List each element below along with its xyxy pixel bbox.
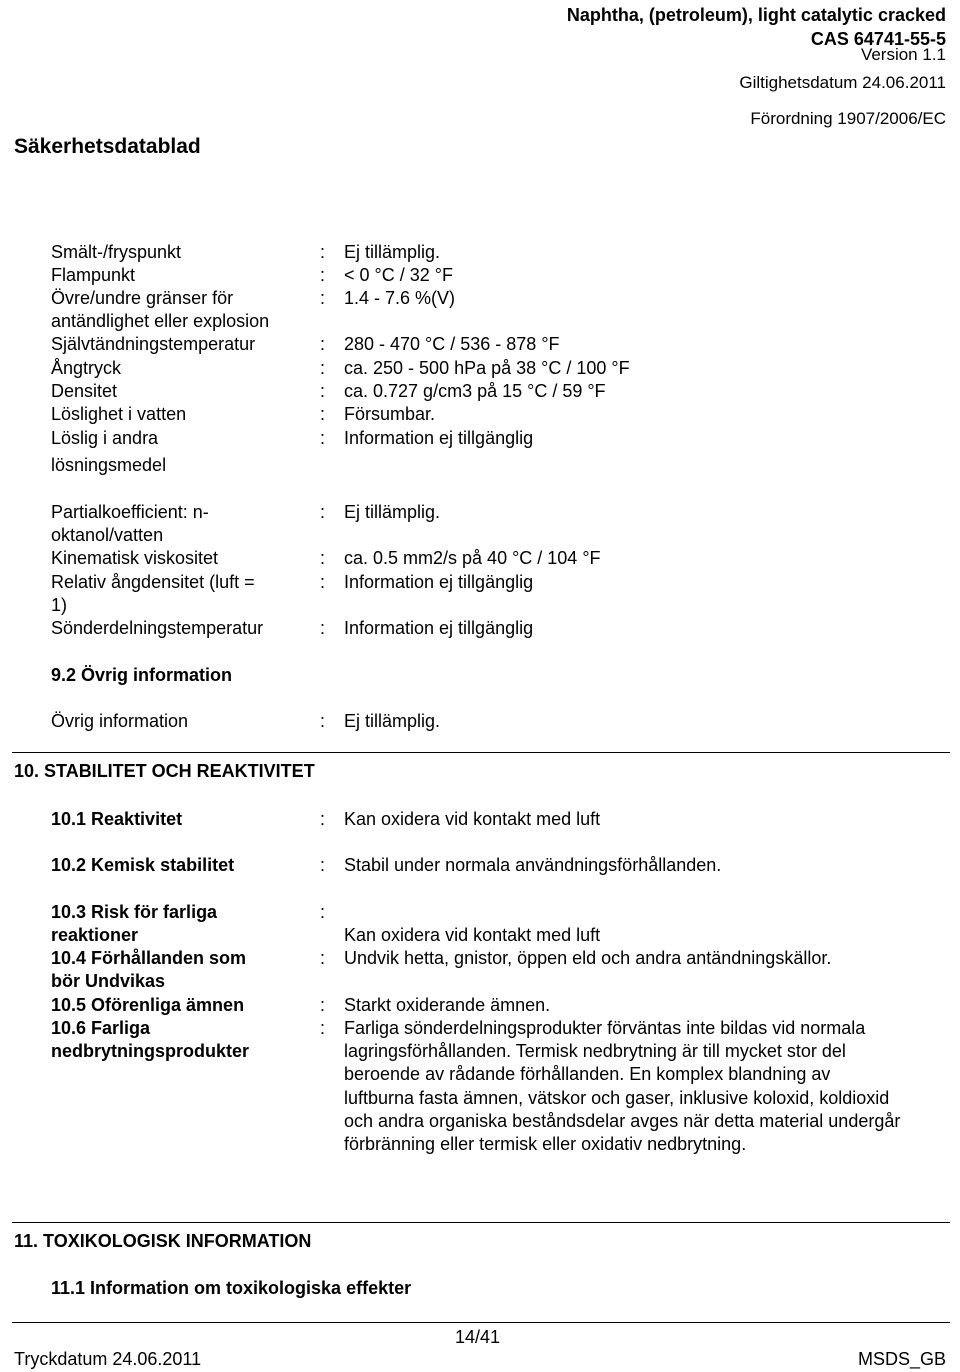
prop-value: ca. 250 - 500 hPa på 38 °C / 100 °F bbox=[344, 358, 630, 378]
subsection-value-paragraph: Farliga sönderdelningsprodukter förväntas inte bildas vid normala lagringsförhållanden. Termisk nedbrytning är till mycket stor del beroende av rådande förhållanden. En komplex blandning av luftburna fasta ämnen, vätskor och gaser, inklusive koloxid, koldioxid och andra organiska beståndsdelar avges när detta material undergår förbränning eller termisk eller oxidativ nedbrytning. bbox=[344, 1018, 901, 1155]
subsection-label: 10.1 Reaktivitet bbox=[51, 809, 183, 829]
prop-label: Sönderdelningstemperatur bbox=[51, 618, 264, 638]
subsection-value: Undvik hetta, gnistor, öppen eld och andra antändningskällor. bbox=[344, 948, 832, 968]
version: Version 1.1 bbox=[860, 45, 946, 64]
validity-date: Giltighetsdatum 24.06.2011 bbox=[739, 73, 946, 92]
prop-value: Information ej tillgänglig bbox=[344, 572, 534, 592]
prop-label: Flampunkt bbox=[51, 265, 136, 285]
section-divider bbox=[12, 1222, 950, 1223]
colon: : bbox=[320, 618, 326, 638]
prop-label: Löslighet i vatten bbox=[51, 404, 187, 424]
subsection-label-cont: bör Undvikas bbox=[51, 971, 166, 991]
cas-number: CAS 64741-55-5 bbox=[810, 29, 946, 49]
colon: : bbox=[320, 404, 326, 424]
subsection-value: Kan oxidera vid kontakt med luft bbox=[344, 925, 601, 945]
subsection-heading-11-1: 11.1 Information om toxikologiska effekter bbox=[51, 1278, 412, 1298]
prop-value: Försumbar. bbox=[344, 404, 436, 424]
colon: : bbox=[320, 902, 326, 922]
section-divider bbox=[12, 752, 950, 753]
prop-label-cont: lösningsmedel bbox=[51, 455, 167, 475]
prop-label-cont: oktanol/vatten bbox=[51, 525, 164, 545]
subsection-label: 10.4 Förhållanden som bbox=[51, 948, 247, 968]
prop-label: Ångtryck bbox=[51, 358, 122, 378]
prop-label: Smält-/fryspunkt bbox=[51, 242, 182, 262]
prop-value: Ej tillämplig. bbox=[344, 502, 441, 522]
prop-label: Övrig information bbox=[51, 711, 189, 731]
colon: : bbox=[320, 381, 326, 401]
prop-value: Ej tillämplig. bbox=[344, 242, 441, 262]
prop-label-cont: antändlighet eller explosion bbox=[51, 311, 270, 331]
colon: : bbox=[320, 948, 326, 968]
subsection-label: 10.2 Kemisk stabilitet bbox=[51, 855, 235, 875]
product-name: Naphtha, (petroleum), light catalytic cracked bbox=[566, 5, 946, 25]
document-code: MSDS_GB bbox=[857, 1349, 946, 1369]
prop-value: 280 - 470 °C / 536 - 878 °F bbox=[344, 334, 560, 354]
prop-label: Självtändningstemperatur bbox=[51, 334, 256, 354]
colon: : bbox=[320, 265, 326, 285]
colon: : bbox=[320, 428, 326, 448]
section-heading-11: 11. TOXIKOLOGISK INFORMATION bbox=[14, 1231, 312, 1251]
prop-label: Övre/undre gränser för bbox=[51, 288, 234, 308]
prop-label: Densitet bbox=[51, 381, 118, 401]
prop-label: Relativ ångdensitet (luft = bbox=[51, 572, 255, 592]
subsection-value: Stabil under normala användningsförhållanden. bbox=[344, 855, 722, 875]
section-heading-10: 10. STABILITET OCH REAKTIVITET bbox=[14, 761, 315, 781]
colon: : bbox=[320, 1018, 326, 1038]
colon: : bbox=[320, 855, 326, 875]
colon: : bbox=[320, 288, 326, 308]
prop-value: Information ej tillgänglig bbox=[344, 618, 534, 638]
colon: : bbox=[320, 995, 326, 1015]
prop-label: Partialkoefficient: n- bbox=[51, 502, 209, 522]
subsection-label: 10.3 Risk för farliga bbox=[51, 902, 218, 922]
prop-value: < 0 °C / 32 °F bbox=[344, 265, 453, 285]
document-title: Säkerhetsdatablad bbox=[14, 135, 201, 158]
prop-label: Löslig i andra bbox=[51, 428, 159, 448]
prop-value: 1.4 - 7.6 %(V) bbox=[344, 288, 456, 308]
prop-label-cont: 1) bbox=[51, 595, 68, 615]
print-date: Tryckdatum 24.06.2011 bbox=[14, 1349, 202, 1369]
colon: : bbox=[320, 502, 326, 522]
subsection-label-cont: nedbrytningsprodukter bbox=[51, 1041, 250, 1061]
colon: : bbox=[320, 548, 326, 568]
colon: : bbox=[320, 572, 326, 592]
subsection-label-cont: reaktioner bbox=[51, 925, 139, 945]
subsection-value: Kan oxidera vid kontakt med luft bbox=[344, 809, 601, 829]
prop-value: ca. 0.727 g/cm3 på 15 °C / 59 °F bbox=[344, 381, 606, 401]
colon: : bbox=[320, 809, 326, 829]
regulation: Förordning 1907/2006/EC bbox=[750, 109, 946, 128]
colon: : bbox=[320, 334, 326, 354]
prop-value: Information ej tillgänglig bbox=[344, 428, 534, 448]
footer-divider bbox=[12, 1322, 950, 1323]
colon: : bbox=[320, 711, 326, 731]
subsection-label: 10.6 Farliga bbox=[51, 1018, 151, 1038]
subsection-value: Starkt oxiderande ämnen. bbox=[344, 995, 551, 1015]
section-heading-9-2: 9.2 Övrig information bbox=[51, 665, 233, 685]
page-number: 14/41 bbox=[455, 1327, 501, 1347]
colon: : bbox=[320, 242, 326, 262]
prop-value: Ej tillämplig. bbox=[344, 711, 441, 731]
subsection-label: 10.5 Oförenliga ämnen bbox=[51, 995, 245, 1015]
colon: : bbox=[320, 358, 326, 378]
prop-value: ca. 0.5 mm2/s på 40 °C / 104 °F bbox=[344, 548, 601, 568]
prop-label: Kinematisk viskositet bbox=[51, 548, 219, 568]
